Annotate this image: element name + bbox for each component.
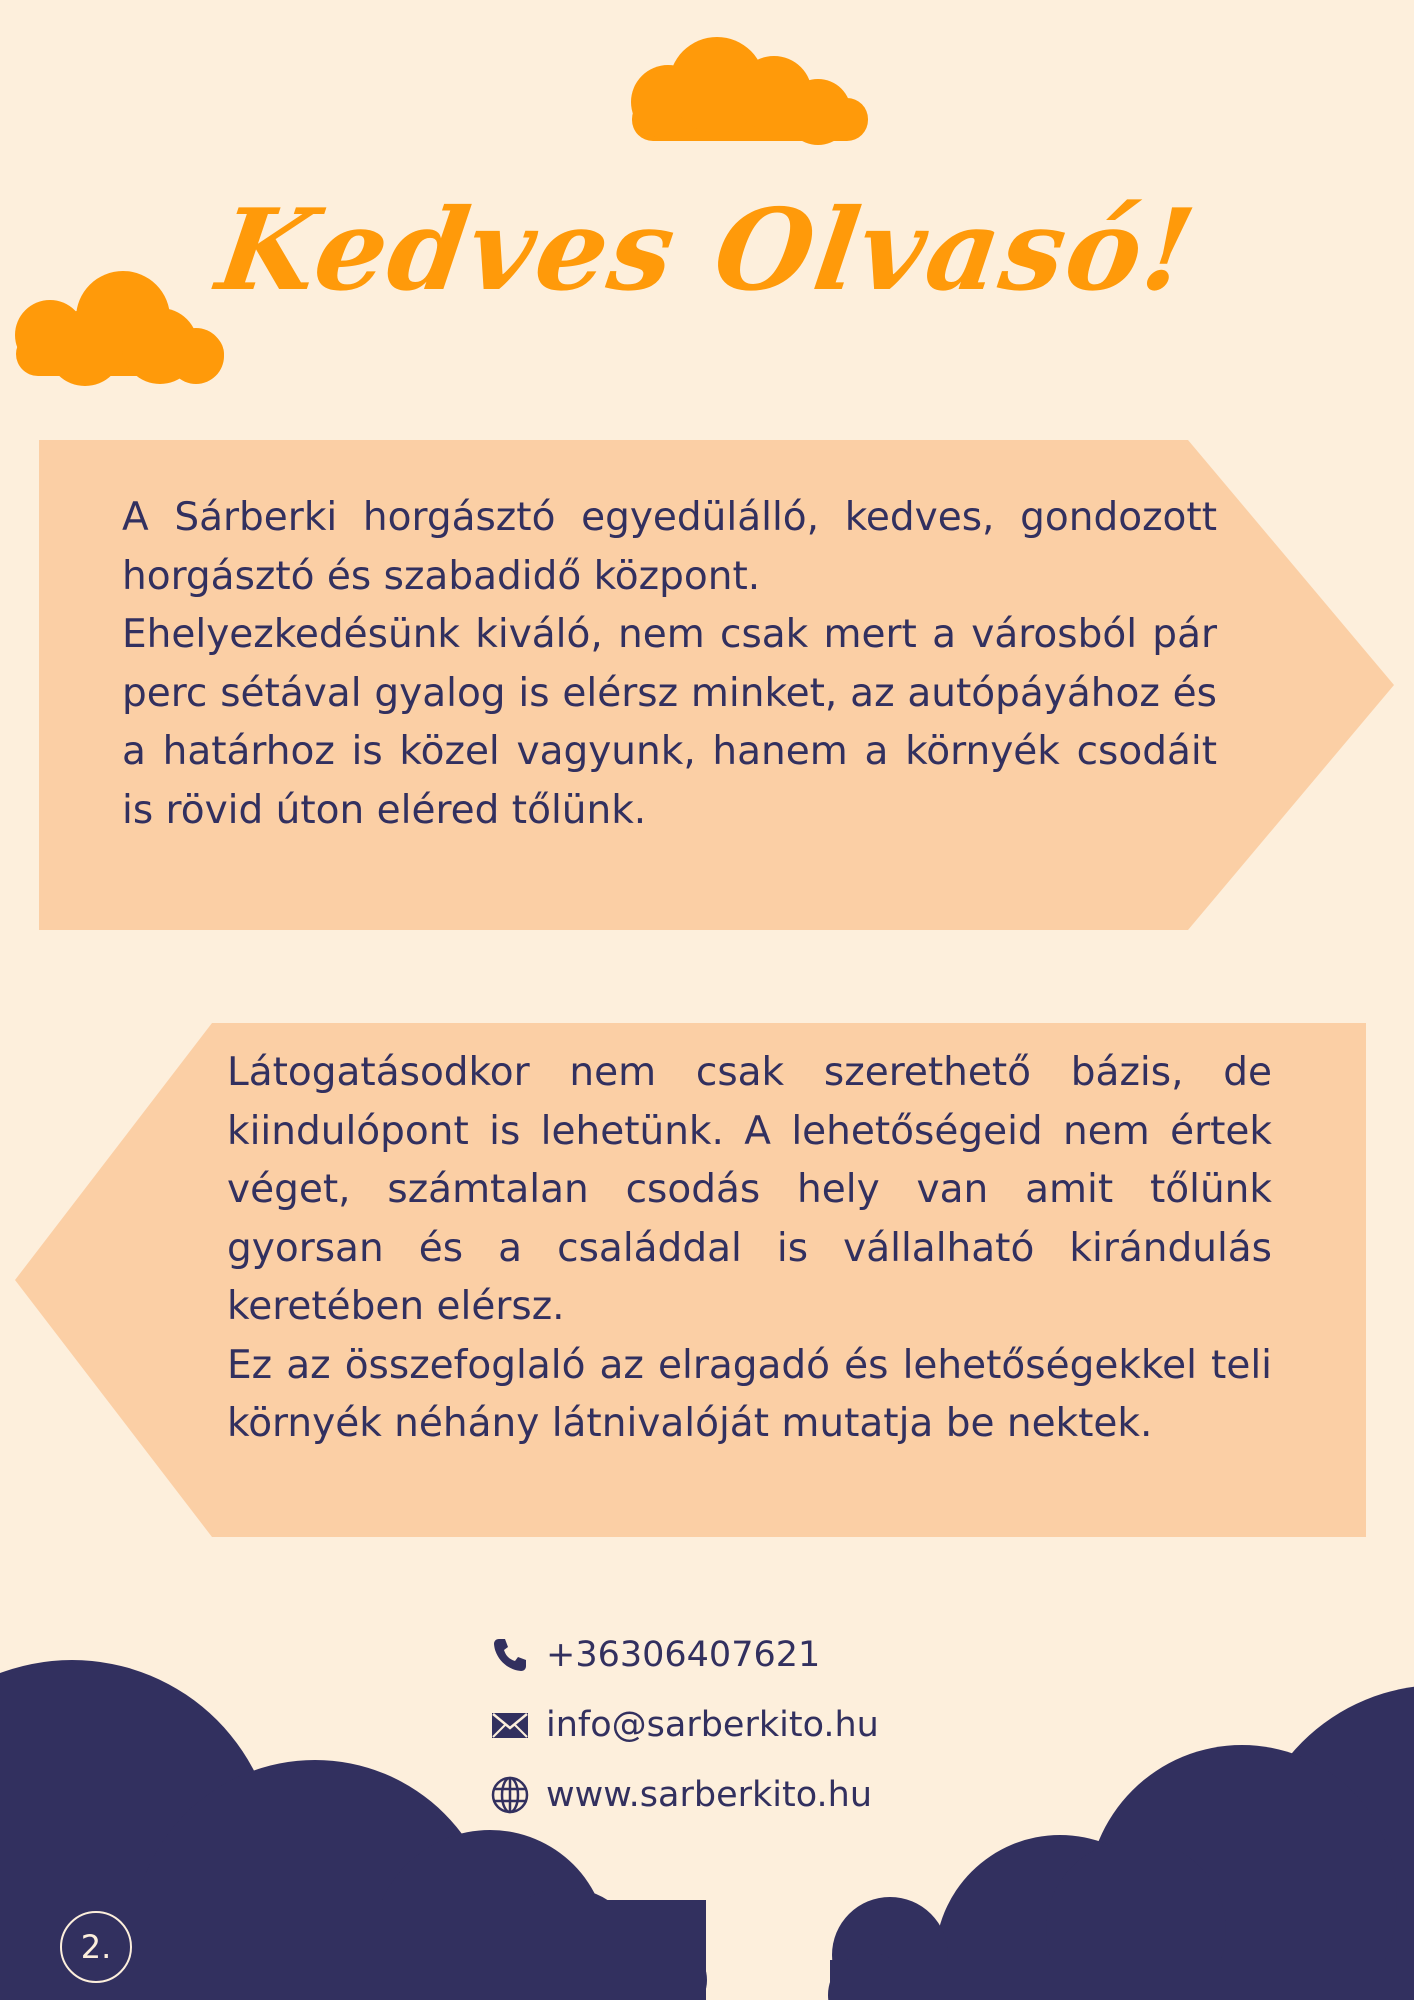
intro-text — [122, 489, 1217, 840]
contact-email[interactable] — [490, 1705, 879, 1745]
email-address[interactable]: info@sarberkito.hu — [546, 1705, 879, 1745]
visit-text — [227, 1044, 1272, 1454]
cloud-top-decoration — [631, 37, 868, 145]
visit-paragraph-1: Látogatásodkor nem csak szerethető bázis, de kiindulópont is lehetünk. A lehetőségeid nem értek véget, számtalan csodás hely van amit tőlünk gyorsan és a családdal is vállalható kirándulás keretében elérsz. — [227, 1050, 1272, 1329]
intro-paragraph-1: A Sárberki horgásztó egyedülálló, kedves, gondozott horgásztó és szabadidő központ. — [122, 495, 1217, 599]
intro-paragraph-2: Ehelyezkedésünk kiváló, nem csak mert a városból pár perc sétával gyalog is elérsz minket, az autópáyához és a határhoz is közel vagyunk, hanem a környék csodáit is rövid úton eléred tőlünk. — [122, 612, 1217, 833]
contact-phone[interactable] — [490, 1635, 820, 1675]
phone-icon — [490, 1635, 530, 1675]
phone-number[interactable]: +36306407621 — [546, 1635, 821, 1675]
globe-icon — [490, 1775, 530, 1815]
page-title: Kedves Olvasó! — [210, 185, 1204, 316]
contact-web[interactable] — [490, 1775, 872, 1815]
website-url[interactable]: www.sarberkito.hu — [546, 1775, 873, 1815]
envelope-icon — [490, 1705, 530, 1745]
visit-paragraph-2: Ez az összefoglaló az elragadó és lehetőségekkel teli környék néhány látnivalóját mutatja be nektek. — [227, 1342, 1272, 1446]
cloud-bottom-right-decoration — [828, 1685, 1414, 2000]
page-number: 2. — [60, 1911, 132, 1983]
